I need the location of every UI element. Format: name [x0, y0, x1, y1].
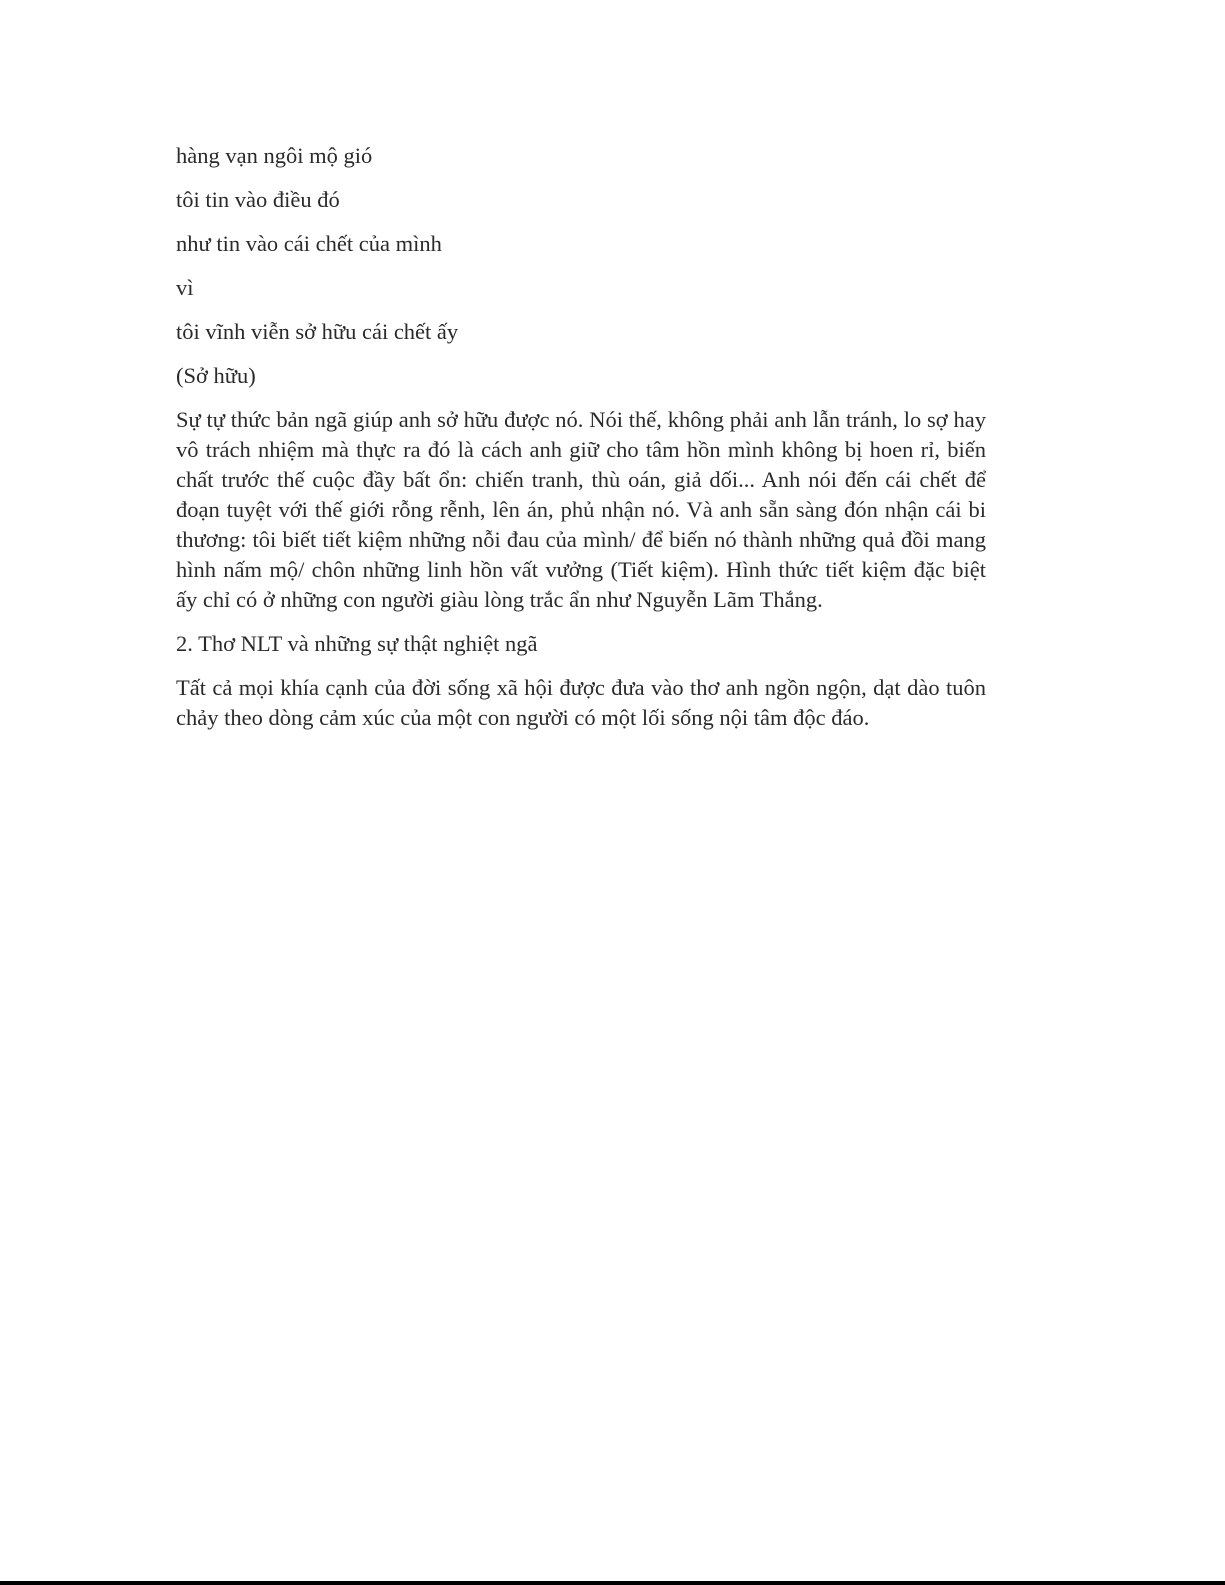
body-paragraph: Sự tự thức bản ngã giúp anh sở hữu được nó. Nói thế, không phải anh lẫn tránh, lo sợ hay vô trách nhiệm mà thực ra đó là cách anh giữ cho tâm hồn mình không bị hoen rỉ, biến chất trước thế cuộc đầy bất ổn: chiến tranh, thù oán, giả dối... Anh nói đến cái chết để đoạn tuyệt với thế giới rỗng rễnh, lên án, phủ nhận nó. Và anh sẵn sàng đón nhận cái bi thương: tôi biết tiết kiệm những nỗi đau của mình/ để biến nó thành những quả đồi mang hình nấm mộ/ chôn những linh hồn vất vưởng (Tiết kiệm). Hình thức tiết kiệm đặc biệt ấy chỉ có ở những con người giàu lòng trắc ẩn như Nguyễn Lãm Thắng. — [176, 407, 986, 612]
poem-line: hàng vạn ngôi mộ gió — [176, 143, 373, 168]
page-body — [176, 141, 986, 747]
poem-line: tôi tin vào điều đó — [176, 187, 340, 212]
page-bottom-border — [0, 1581, 1225, 1585]
section-heading: 2. Thơ NLT và những sự thật nghiệt ngã — [176, 631, 538, 656]
poem-line: tôi vĩnh viễn sở hữu cái chết ấy — [176, 319, 459, 344]
poem-line: vì — [176, 275, 194, 300]
body-paragraph: Tất cả mọi khía cạnh của đời sống xã hội được đưa vào thơ anh ngồn ngộn, dạt dào tuôn chảy theo dòng cảm xúc của một con người có một lối sống nội tâm độc đáo. — [176, 675, 986, 730]
poem-line: như tin vào cái chết của mình — [176, 231, 442, 256]
poem-source: (Sở hữu) — [176, 363, 256, 388]
